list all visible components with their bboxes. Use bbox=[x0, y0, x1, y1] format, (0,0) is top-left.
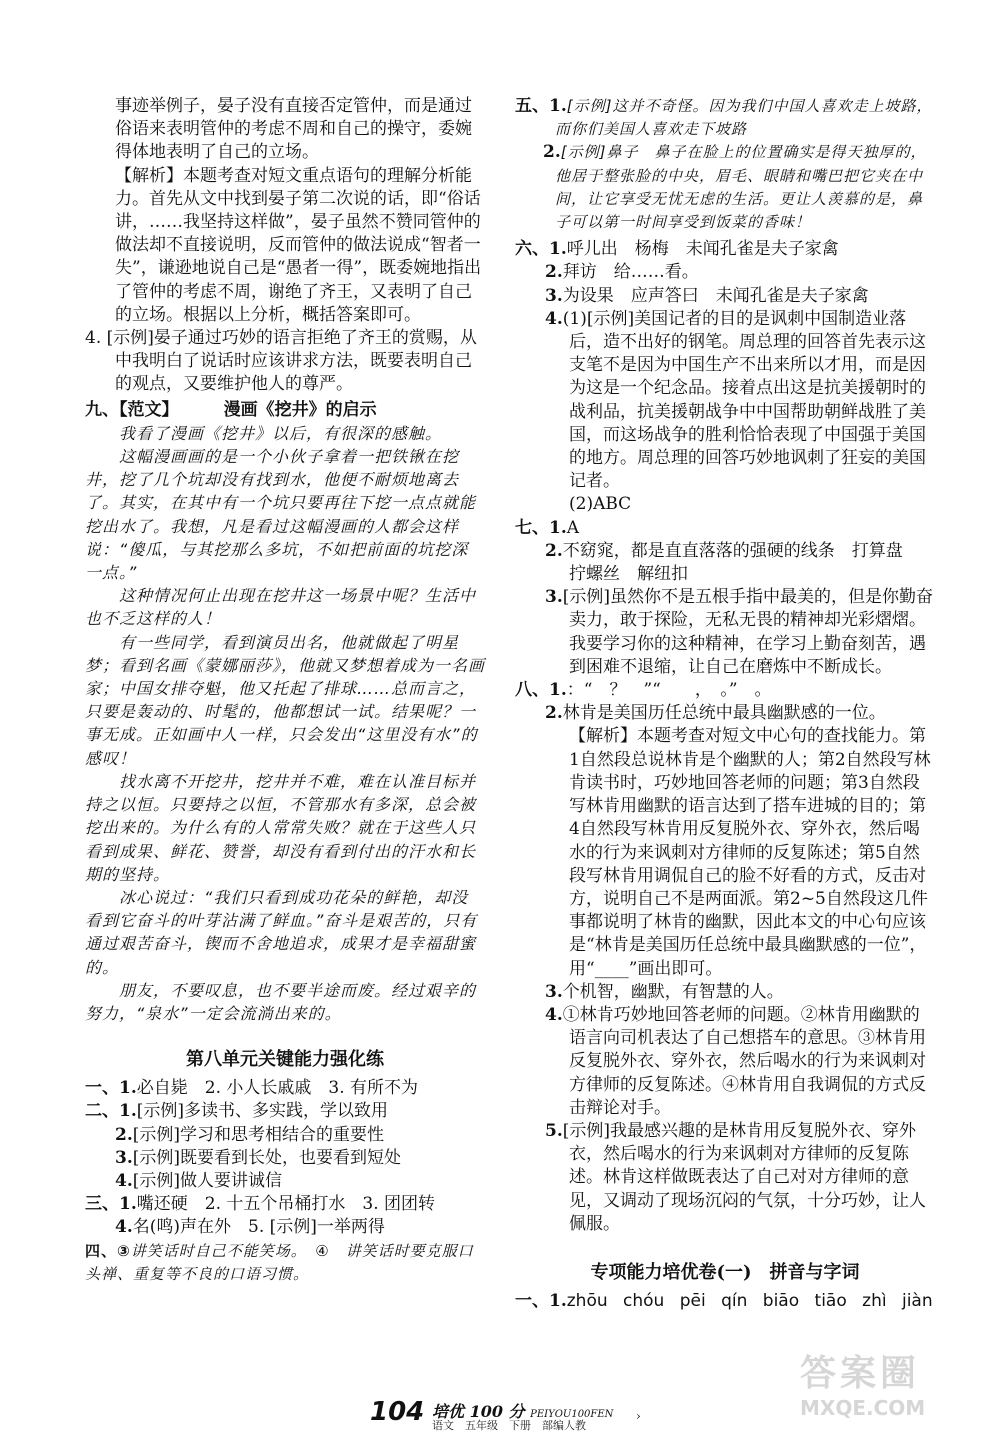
answer-number: 一、1. bbox=[515, 1290, 567, 1311]
essay-paragraph: 我看了漫画《挖井》以后，有很深的感触。 bbox=[119, 423, 443, 443]
left-column bbox=[85, 95, 485, 1286]
answer-number: 2. bbox=[545, 262, 563, 283]
answer-line bbox=[85, 1216, 485, 1239]
answer-number: 4. bbox=[545, 308, 563, 329]
answer-text: 拜访 给……看。 bbox=[562, 262, 699, 283]
answer-text: 【解析】本题考查对短文中心句的查找能力。第1自然段总说林肯是个幽默的人；第2自然段写林肯读书时，巧妙地回答老师的问题；第3自然段写林肯用幽默的语言达到了搭车进城的目的；第4自然段写林肯用反复脱外衣、穿外衣，然后喝水的行为来讽刺对方律师的反复陈述；第5自然段写林肯用调侃自己的脸不好看的方式，反击对方，说明自己不是两面派。第2~5自然段这几件事都说明了林肯的幽默，因此本文的中心句应该是“林肯是美国历任总统中最具幽默感的一位”，用“____”画出即可。 bbox=[569, 726, 931, 979]
answer-line bbox=[515, 702, 935, 725]
answer-number: 2. bbox=[115, 1124, 133, 1145]
answer-number: 4. bbox=[545, 1004, 563, 1025]
answer-line bbox=[515, 308, 935, 494]
answer-text: ：“ ？ ”“ ， 。” 。 bbox=[566, 680, 772, 701]
answer-text: [示例]学习和思考相结合的重要性 bbox=[132, 1124, 385, 1145]
answer-text: [示例]我最感兴趣的是林肯用反复脱外衣、穿外衣，然后喝水的行为来讽刺对方律师的反复陈述。林肯这样做既表达了自己对对方律师的意见，又调动了现场沉闷的气氛，十分巧妙，让人佩服。 bbox=[562, 1120, 926, 1234]
answer-number: 四、③ bbox=[85, 1241, 131, 1260]
answer-number: 五、1. bbox=[515, 96, 567, 116]
essay-paragraph: 这幅漫画画的是一个小伙子拿着一把铁锹在挖井，挖了几个坑却没有找到水，他便不耐烦地离去了。其实，在其中有一个坑只要再往下挖一点点就能挖出水了。我想，凡是看过这幅漫画的人都会这样说：“傻瓜，与其挖那么多坑，不如把前面的坑挖深一点。” bbox=[85, 447, 477, 583]
answer-4: 4. [示例]晏子通过巧妙的语言拒绝了齐王的赏赐，从中我明白了说话时应该讲求方法，既要表明自己的观点，又要维护他人的尊严。 bbox=[85, 328, 477, 395]
answer-text: 必自毙 2. 小人长戚戚 3. 有所不为 bbox=[136, 1078, 418, 1099]
answer-number: 4. bbox=[115, 1217, 133, 1238]
answer-number: 3. bbox=[115, 1147, 133, 1168]
page-number: 104 bbox=[370, 1397, 425, 1427]
answer-text: [示例]鼻子 鼻子在脸上的位置确实是得天独厚的，他居于整张脸的中央，眉毛、眼睛和嘴巴把它夹在中间，让它享受无忧无虑的生活。更让人羡慕的是，鼻子可以第一时间享受到饭菜的香味！ bbox=[555, 143, 927, 232]
answer-line bbox=[515, 517, 935, 540]
brand-en: PEIYOU100FEN bbox=[530, 1409, 614, 1420]
answer-number: 2. bbox=[545, 703, 563, 724]
answer-text: 嘴还硬 2. 十五个吊桶打水 3. 团团转 bbox=[136, 1194, 435, 1215]
answer-line bbox=[85, 1100, 485, 1123]
answer-number: 三、1. bbox=[85, 1194, 137, 1215]
answer-text: 讲笑话时自己不能笑场。 ④ 讲笑话时要克服口头禅、重复等不良的口语习惯。 bbox=[85, 1241, 474, 1283]
essay-paragraph: 朋友，不要叹息，也不要半途而废。经过艰辛的努力，“泉水”一定会流淌出来的。 bbox=[85, 980, 477, 1023]
essay-title: 漫画《挖井》的启示 bbox=[223, 399, 377, 420]
answer-line bbox=[515, 95, 935, 141]
answer-text: 呼儿出 杨梅 未闻孔雀是夫子家禽 bbox=[566, 239, 839, 260]
answer-number: 六、1. bbox=[515, 239, 567, 260]
answer-text: 为设果 应声答曰 未闻孔雀是夫子家禽 bbox=[562, 285, 869, 306]
answer-line bbox=[515, 679, 935, 702]
essay-paragraph: 找水离不开挖井，挖井并不难，难在认准目标并持之以恒。只要持之以恒，不管那水有多深，总会被挖出来的。为什么有的人常常失败？就在于这些人只看到成果、鲜花、赞誉，却没有看到付出的汗水和长期的坚持。 bbox=[85, 771, 477, 884]
answer-text: A bbox=[566, 517, 580, 538]
answer-text: [示例]多读书、多实践，学以致用 bbox=[136, 1101, 389, 1122]
answer-number: 七、1. bbox=[515, 517, 567, 538]
answer-text: (2)ABC bbox=[569, 494, 632, 515]
answer-line bbox=[85, 1147, 485, 1170]
answer-number: 2. bbox=[543, 142, 561, 163]
answer-line bbox=[85, 1124, 485, 1147]
pinyin-answers: zhōu chóu pēi qín biāo tiāo zhì jiàn bbox=[566, 1290, 933, 1311]
answer-text: [示例]这并不奇怪。因为我们中国人喜欢走上坡路，而你们美国人喜欢走下坡路 bbox=[555, 97, 933, 139]
answer-text: [示例]做人要讲诚信 bbox=[132, 1170, 283, 1191]
watermark-logo bbox=[800, 1345, 980, 1425]
section-8-answers bbox=[85, 1077, 485, 1286]
answer-line bbox=[85, 1170, 485, 1193]
watermark-url: MXQE.COM bbox=[800, 1396, 926, 1420]
answer-number: 3. bbox=[545, 285, 563, 306]
answer-line bbox=[515, 1004, 935, 1120]
answer-line bbox=[515, 493, 935, 516]
answer-text: 名(鸣)声在外 5. [示例]一举两得 bbox=[132, 1217, 385, 1238]
answer-paragraph: 事迹举例子，晏子没有直接否定管仲，而是通过俗语来表明管仲的考虑不周和自己的操守，委婉得体地表明了自己的立场。 bbox=[115, 96, 472, 163]
essay-body bbox=[85, 422, 485, 1025]
answer-text: 个机智，幽默，有智慧的人。 bbox=[562, 981, 784, 1002]
section-title: 专项能力培优卷(一) 拼音与字词 bbox=[590, 1261, 860, 1283]
book-meta: 语文 五年级 下册 部编人教 bbox=[432, 1419, 586, 1432]
answer-line bbox=[85, 1077, 485, 1100]
answer-line bbox=[85, 1193, 485, 1216]
answer-line bbox=[85, 1240, 485, 1286]
section-title: 第八单元关键能力强化练 bbox=[186, 1049, 384, 1071]
answer-line bbox=[515, 261, 935, 284]
answer-number: 一、1. bbox=[85, 1078, 137, 1099]
right-column bbox=[515, 95, 935, 1313]
essay-number: 九、【范文】 bbox=[85, 399, 179, 420]
pinyin-line bbox=[515, 1290, 935, 1313]
watermark-top: 答案圈 bbox=[800, 1353, 921, 1394]
analysis-paragraph: 【解析】本题考查对短文重点语句的理解分析能力。首先从文中找到晏子第二次说的话，即“俗话讲，……我坚持这样做”，晏子虽然不赞同管仲的做法却不直接说明，反而管仲的做法说成“智者一失”，谦逊地说自己是“愚者一得”，既委婉地指出了管仲的考虑不周，谢绝了齐王，又表明了自己的立场。根据以上分析，概括答案即可。 bbox=[115, 165, 482, 325]
brand-cn: 培优 100 分 bbox=[432, 1402, 525, 1421]
answer-line bbox=[515, 285, 935, 308]
answer-number: 5. bbox=[545, 1120, 563, 1141]
answer-number: 3. bbox=[545, 981, 563, 1002]
answer-text: [示例]既要看到长处，也要看到短处 bbox=[132, 1147, 402, 1168]
answer-text: 不窈窕，都是直直落落的强硬的线条 打算盘 拧螺丝 解纽扣 bbox=[562, 540, 920, 585]
essay-paragraph: 有一些同学，看到演员出名，他就做起了明星梦；看到名画《蒙娜丽莎》，他就又梦想着成为一名画家；中国女排夺魁，他又托起了排球……总而言之，只要是轰动的、时髦的，他都想试一试。结果呢？一事无成。正如画中人一样，只会发出“这里没有水”的感叹！ bbox=[85, 632, 486, 768]
essay-paragraph: 冰心说过：“我们只看到成功花朵的鲜艳，却没看到它奋斗的叶芽沾满了鲜血。”奋斗是艰苦的，只有通过艰苦奋斗，锲而不舍地追求，成果才是幸福甜蜜的。 bbox=[85, 887, 478, 977]
answer-number: 4. bbox=[115, 1170, 133, 1191]
chevron-right-icon: › bbox=[636, 1409, 641, 1423]
answer-line bbox=[515, 540, 935, 586]
answer-line bbox=[515, 586, 935, 679]
analysis-paragraph bbox=[515, 725, 935, 980]
answer-line bbox=[515, 141, 935, 234]
answer-line bbox=[515, 238, 935, 261]
answer-number: 3. bbox=[545, 587, 563, 608]
answer-text: ①林肯巧妙地回答老师的问题。②林肯用幽默的语言向司机表达了自己想搭车的意思。③林肯用反复脱外衣、穿外衣，然后喝水的行为来讽刺对方律师的反复陈述。④林肯用自我调侃的方式反击辩论对手。 bbox=[562, 1004, 926, 1118]
essay-heading bbox=[85, 399, 485, 422]
answer-number: 二、1. bbox=[85, 1101, 137, 1122]
answer-text: [示例]虽然你不是五根手指中最美的，但是你勤奋卖力，敢于探险，无私无畏的精神却光彩熠熠。我要学习你的这种精神，在学习上勤奋刻苦，遇到困难不退缩，让自己在磨炼中不断成长。 bbox=[562, 587, 934, 677]
answer-number: 2. bbox=[545, 540, 563, 561]
answer-line bbox=[515, 1120, 935, 1236]
answer-text: 林肯是美国历任总统中最具幽默感的一位。 bbox=[562, 703, 886, 724]
essay-paragraph: 这种情况何止出现在挖井这一场景中呢？生活中也不乏这样的人！ bbox=[85, 586, 477, 629]
answer-text: (1)[示例]美国记者的目的是讽刺中国制造业落后，造不出好的钢笔。周总理的回答首先表示这支笔不是因为中国生产不出来所以才用，而是因为这是一个纪念品。接着点出这是抗美援朝时的战利品，抗美援朝战争中中国帮助朝鲜战胜了美国，而这场战争的胜利恰恰表现了中国强于美国的地方。周总理的回答巧妙地讽刺了狂妄的美国记者。 bbox=[562, 308, 926, 492]
answer-number: 八、1. bbox=[515, 680, 567, 701]
answer-line bbox=[515, 981, 935, 1004]
